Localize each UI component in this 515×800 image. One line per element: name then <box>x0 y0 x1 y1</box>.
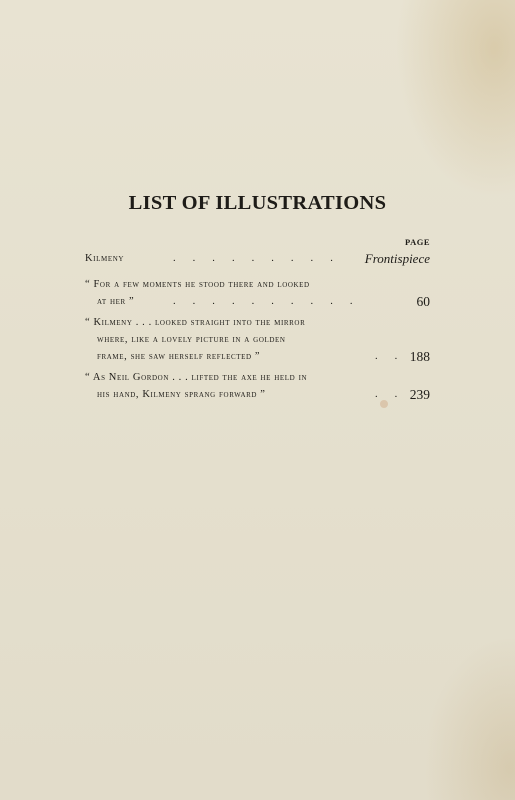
page-number: Frontispiece <box>364 251 430 266</box>
entry-line <box>85 276 430 293</box>
entry-text: his hand, Kilmeny sprang forward ” <box>97 389 266 400</box>
entry-line <box>85 250 430 267</box>
entry-text: at her ” <box>97 296 135 307</box>
dot-leader: . . <box>375 351 405 362</box>
entry-text: “ As Neil Gordon . . . lifted the axe he held in <box>85 372 308 383</box>
page-number: 60 <box>416 294 430 309</box>
illustration-entry <box>85 250 430 267</box>
entry-line <box>85 293 430 310</box>
entry-text: frame, she saw herself reflected ” <box>97 351 261 362</box>
entry-text: where, like a lovely picture in a golden <box>97 334 286 345</box>
page-title: LIST OF ILLUSTRATIONS <box>128 192 387 214</box>
entry-line <box>85 348 430 365</box>
illustration-entry <box>85 276 430 310</box>
entry-line <box>85 314 430 331</box>
page-number: 239 <box>409 387 430 402</box>
entry-text: Kilmeny <box>85 253 124 264</box>
entry-text: “ Kilmeny . . . looked straight into the mirror <box>85 317 306 328</box>
entry-line <box>85 386 430 403</box>
page-number: 188 <box>409 349 430 364</box>
page-column-label: PAGE <box>405 237 430 247</box>
dot-leader: . . . . . . . . . <box>173 253 341 264</box>
entry-text: “ For a few moments he stood there and looked <box>85 279 310 290</box>
illustration-entry <box>85 314 430 365</box>
paper-stain <box>380 400 388 408</box>
entry-line <box>85 331 430 348</box>
dot-leader: . . <box>375 389 405 400</box>
dot-leader: . . . . . . . . . . <box>173 296 360 307</box>
illustration-entry <box>85 369 430 403</box>
entry-line <box>85 369 430 386</box>
